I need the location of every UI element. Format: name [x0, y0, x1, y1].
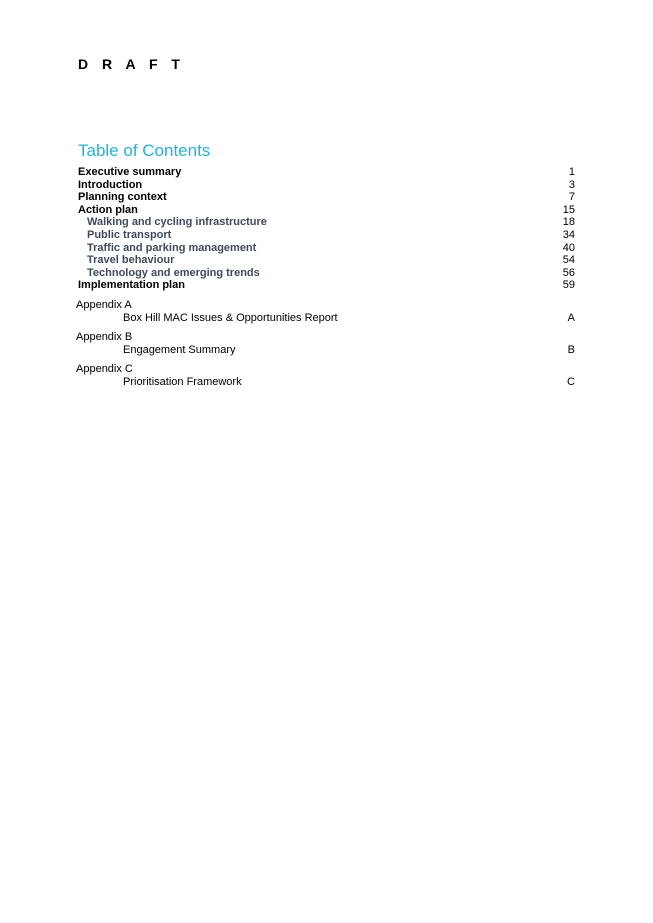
toc-entry-label: Introduction	[78, 178, 143, 191]
toc-entry-traffic-parking[interactable]	[78, 242, 575, 255]
toc-entry-label: Traffic and parking management	[87, 241, 257, 254]
appendix-entry	[76, 376, 575, 389]
toc-entry-label: Technology and emerging trends	[87, 266, 260, 279]
toc-entry-label: Travel behaviour	[87, 254, 175, 267]
toc-entry-label: Executive summary	[78, 166, 182, 178]
toc-entry-label: Walking and cycling infrastructure	[87, 216, 267, 229]
toc-entry-page: 15	[562, 203, 575, 216]
appendix-label: Appendix B	[76, 331, 133, 343]
toc-entry-page: 3	[568, 178, 575, 191]
appendix-c[interactable]	[76, 363, 575, 389]
appendix-title: Prioritisation Framework	[123, 376, 242, 388]
toc-entry-page: 7	[568, 191, 575, 204]
toc-entry-page: 56	[562, 266, 575, 279]
appendix-a[interactable]	[76, 299, 575, 325]
toc-entry-label: Implementation plan	[78, 279, 185, 292]
appendix-entry	[76, 344, 575, 357]
toc-entry-page: 18	[562, 216, 575, 229]
appendix-page: A	[567, 312, 575, 324]
appendix-list	[76, 299, 575, 395]
toc-entry-planning-context[interactable]	[78, 191, 575, 204]
toc-entry-action-plan[interactable]	[78, 204, 575, 217]
appendix-label: Appendix A	[76, 299, 132, 311]
toc-entry-travel-behaviour[interactable]	[78, 254, 575, 267]
appendix-b[interactable]	[76, 331, 575, 357]
toc-entry-implementation-plan[interactable]	[78, 279, 575, 292]
toc-entry-public-transport[interactable]	[78, 229, 575, 242]
appendix-page: C	[567, 376, 575, 388]
appendix-label: Appendix C	[76, 363, 133, 375]
toc-entry-page: 40	[562, 241, 575, 254]
toc-entry-technology-trends[interactable]	[78, 267, 575, 280]
toc-entry-label: Public transport	[87, 228, 172, 241]
toc-entry-walking-cycling[interactable]	[78, 216, 575, 229]
draft-watermark-label: D R A F T	[78, 56, 185, 72]
toc-entry-executive-summary[interactable]	[78, 166, 575, 179]
appendix-title: Engagement Summary	[123, 344, 236, 356]
toc-entry-page: 54	[562, 254, 575, 267]
toc-entry-page: 1	[568, 166, 575, 178]
appendix-page: B	[567, 344, 575, 356]
toc-entry-page: 34	[562, 228, 575, 241]
toc-entry-page: 59	[562, 279, 575, 292]
toc-title: Table of Contents	[78, 141, 211, 160]
appendix-entry	[76, 312, 575, 325]
toc-entry-introduction[interactable]	[78, 179, 575, 192]
toc-entry-label: Planning context	[78, 191, 167, 204]
toc-list	[78, 166, 575, 292]
toc-entry-label: Action plan	[78, 203, 138, 216]
appendix-title: Box Hill MAC Issues & Opportunities Report	[123, 312, 338, 324]
